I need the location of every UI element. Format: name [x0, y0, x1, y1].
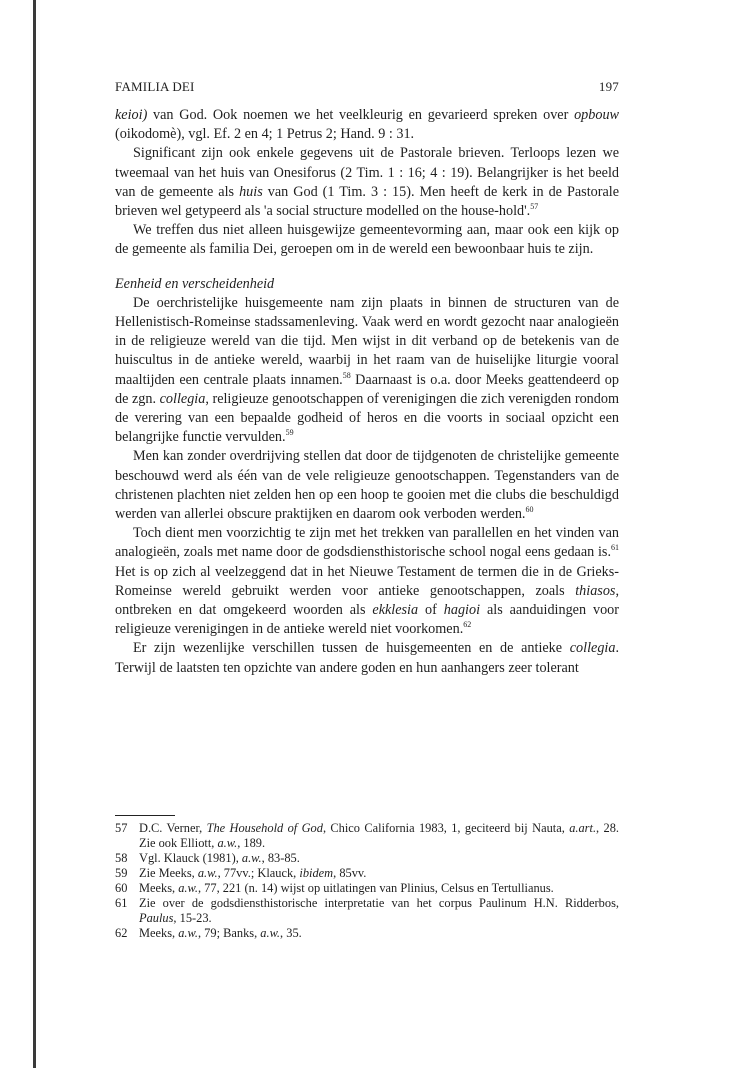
footnote-text: Meeks, a.w., 79; Banks, a.w., 35.	[139, 926, 302, 940]
page-binding-edge	[33, 0, 36, 1068]
footnote-ref-60[interactable]: 60	[525, 505, 534, 515]
footnote-divider	[115, 815, 175, 816]
footnote-60	[115, 881, 619, 896]
paragraph-4: De oerchristelijke huisgemeente nam zijn plaats in binnen de structuren van de Hellenistisch-Romeinse stadssamenleving. Vaak werd en wordt gezocht naar analogieën in de religieuze wereld van die tijd. Men wijst in dit verband op de betekenis van de huiscultus in de antieke wereld, waarbij in het raam van de huiselijke liturgie vooral maaltijden een centrale plaats innamen.$^{58}$ Daarnaast is o.a. door Meeks geattendeerd op de zgn. collegia, religieuze genootschappen of verenigingen die zich verenigden rondom de verering van een bepaalde godheid of heros en die voorts in sociaal opzicht een belangrijke functie vervulden.$^{59}$	[115, 294, 619, 446]
running-head-title: FAMILIA DEI	[115, 79, 195, 94]
paragraph-5: Men kan zonder overdrijving stellen dat door de tijdgenoten de christelijke gemeente beschouwd werd als één van de vele religieuze genootschappen. Tegenstanders van de christenen plachten niet zelden hen op een hoop te gooien met die clubs die beschuldigd werden van allerlei obscure praktijken en daarom ook verboden werden.$^{60}$	[115, 448, 619, 523]
footnote-ref-62[interactable]: 62	[463, 620, 472, 630]
footnote-number: 61	[115, 896, 128, 910]
footnote-number: 62	[115, 926, 128, 940]
footnote-number: 57	[115, 821, 128, 835]
body-text	[115, 106, 619, 678]
footnote-text: Vgl. Klauck (1981), a.w., 83-85.	[139, 851, 300, 865]
paragraph-7: Er zijn wezenlijke verschillen tussen de huisgemeenten en de antieke collegia. Terwijl de laatsten ten opzichte van andere goden en hun aanhangers zeer tolerant	[115, 640, 619, 676]
footnote-ref-58[interactable]: 58	[342, 370, 351, 380]
footnote-number: 59	[115, 866, 128, 880]
paragraph-3: We treffen dus niet alleen huisgewijze gemeentevorming aan, maar ook een kijk op de gemeente als familia Dei, geroepen om in de wereld een bewoonbaar huis te zijn.	[115, 222, 619, 258]
footnote-text: Zie over de godsdiensthistorische interpretatie van het corpus Paulinum H.N. Ridderbos, Paulus, 15-23.	[139, 896, 619, 925]
paragraph-1: keioi) van God. Ook noemen we het veelkleurig en gevarieerd spreken over opbouw (oikodomè), vgl. Ef. 2 en 4; 1 Petrus 2; Hand. 9 : 31.	[115, 107, 619, 143]
footnote-ref-59[interactable]: 59	[285, 428, 294, 438]
footnote-ref-57[interactable]: 57	[530, 202, 539, 212]
footnote-57	[115, 821, 619, 851]
page-number: 197	[598, 79, 619, 94]
paragraph-2: Significant zijn ook enkele gegevens uit de Pastorale brieven. Terloops lezen we tweemaal van het huis van Onesiforus (2 Tim. 1 : 16; 4 : 19). Belangrijker is het beeld van de gemeente als huis van God (1 Tim. 3 : 15). Men heeft de kerk in de Pastorale brieven wel getypeerd als 'a social structure modelled on the house-hold'.$^{57}$	[115, 145, 619, 220]
paragraph-6: Toch dient men voorzichtig te zijn met het trekken van parallellen en het vinden van analogieën, zoals met name door de godsdiensthistorische school nogal eens gedaan is.$^{61}$ Het is op zich al veelzeggend dat in het Nieuwe Testament de termen die in de Grieks-Romeinse wereld gebruikt werden voor antieke genootschappen, zoals thiasos, ontbreken en dat omgekeerd woorden als ekklesia of hagioi als aanduidingen voor religieuze verenigingen in de antieke wereld niet voorkomen.$^{62}$	[115, 525, 619, 638]
footnote-59	[115, 866, 619, 881]
footnote-ref-61[interactable]: 61	[611, 543, 619, 553]
footnote-58	[115, 851, 619, 866]
footnote-text: Zie Meeks, a.w., 77vv.; Klauck, ibidem, 85vv.	[139, 866, 367, 880]
footnote-62	[115, 926, 619, 941]
running-head	[115, 79, 619, 95]
footnote-61	[115, 896, 619, 926]
footnote-number: 58	[115, 851, 128, 865]
footnotes	[115, 821, 619, 941]
footnote-number: 60	[115, 881, 128, 895]
footnote-text: Meeks, a.w., 77, 221 (n. 14) wijst op uitlatingen van Plinius, Celsus en Tertullianus.	[139, 881, 554, 895]
section-heading: Eenheid en verscheidenheid	[115, 275, 275, 292]
footnote-text: D.C. Verner, The Household of God, Chico California 1983, 1, geciteerd bij Nauta, a.art., 28. Zie ook Elliott, a.w., 189.	[139, 821, 620, 850]
